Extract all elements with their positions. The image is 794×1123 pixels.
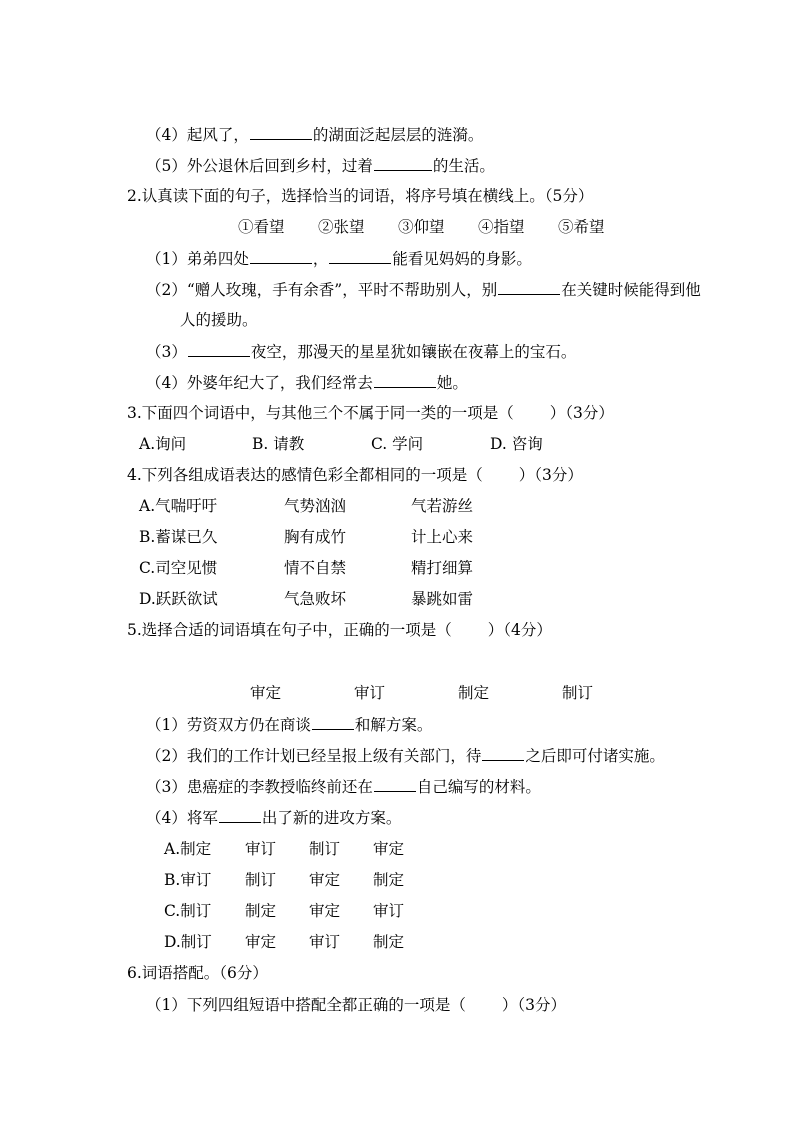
q5-item-4 <box>146 807 401 828</box>
q6-sub-1 <box>146 995 566 1015</box>
q5-item-3-text-b: 自己编写的材料。 <box>416 778 541 796</box>
q4-option: 胸有成竹 <box>284 528 347 546</box>
q2-item-2-cont: 人的援助。 <box>180 311 258 329</box>
q6-sub-1-text-a: （1）下列四组短语中搭配全都正确的一项是（ <box>146 996 466 1014</box>
q5-title-a: 5.选择合适的词语填在句子中，正确的一项是（ <box>127 621 452 639</box>
q2-item-1-text-a: （1）弟弟四处 <box>146 250 249 268</box>
q2-item-2 <box>146 279 701 300</box>
answer-blank[interactable] <box>482 745 524 761</box>
q5-item-1-text-a: （1）劳资双方仍在商谈 <box>146 716 311 734</box>
q5-title-b: ）（4分） <box>487 621 552 639</box>
q5-choice: 制订 <box>245 871 277 889</box>
q2-item-4-text-b: 她。 <box>436 374 468 392</box>
q2-item-3-text-a: （3） <box>146 343 187 361</box>
q5-choice: 审定 <box>309 902 341 920</box>
q1-item-5-text-a: （5）外公退休后回到乡村，过着 <box>146 157 373 175</box>
q5-choice: 制定 <box>373 871 405 889</box>
answer-blank[interactable] <box>374 372 436 388</box>
answer-blank[interactable] <box>374 776 416 792</box>
q5-item-2 <box>146 745 665 766</box>
q1-item-4-text-b: 的湖面泛起层层的涟漪。 <box>312 126 484 144</box>
answer-blank[interactable] <box>312 714 354 730</box>
q3-option: B. 请教 <box>252 435 305 453</box>
answer-blank[interactable] <box>250 124 312 140</box>
q3-option: D. 咨询 <box>490 435 543 453</box>
q5-title <box>127 620 552 640</box>
q5-choice: 制定 <box>245 902 277 920</box>
q3-title-a: 3.下面四个词语中，与其他三个不属于同一类的一项是（ <box>127 404 514 422</box>
q5-choice: A.制定 <box>164 840 212 858</box>
q5-choice: B.审订 <box>164 871 212 889</box>
q2-item-2-text-a: （2）“赠人玫瑰，手有余香”，平时不帮助别人，别 <box>146 281 498 299</box>
q2-option: ①看望 <box>238 218 285 236</box>
q5-choice: 审定 <box>309 871 341 889</box>
answer-blank[interactable] <box>498 279 560 295</box>
q6-sub-1-text-b: ）（3分） <box>501 996 566 1014</box>
q2-item-1 <box>146 248 532 269</box>
q5-word: 制订 <box>562 684 594 702</box>
q5-choice: D.制订 <box>164 933 212 951</box>
q1-item-4-text-a: （4）起风了， <box>146 126 249 144</box>
q5-choice: 审订 <box>309 933 341 951</box>
q2-option: ③仰望 <box>398 218 445 236</box>
q5-choice: 制定 <box>373 933 405 951</box>
q4-option: 气急败坏 <box>284 590 347 608</box>
q4-title-a: 4.下列各组成语表达的感情色彩全都相同的一项是（ <box>127 466 483 484</box>
q2-item-1-text-b: ， <box>312 250 329 268</box>
q3-option: C. 学问 <box>371 435 424 453</box>
q5-choice: 审定 <box>245 933 277 951</box>
q4-option: 气势汹汹 <box>284 497 347 515</box>
q4-option: D.跃跃欲试 <box>139 590 218 608</box>
q5-item-2-text-a: （2）我们的工作计划已经呈报上级有关部门，待 <box>146 747 482 765</box>
q4-option: 计上心来 <box>411 528 474 546</box>
q4-option: 气若游丝 <box>411 497 474 515</box>
answer-blank[interactable] <box>188 341 250 357</box>
q5-choice: 审定 <box>373 840 405 858</box>
q5-word: 审订 <box>354 684 386 702</box>
q5-item-1-text-b: 和解方案。 <box>354 716 433 734</box>
q2-item-1-text-c: 能看见妈妈的身影。 <box>392 250 532 268</box>
q3-option: A.询问 <box>139 435 187 453</box>
q2-item-3 <box>146 341 576 362</box>
q2-item-3-text-b: 夜空，那漫天的星星犹如镶嵌在夜幕上的宝石。 <box>250 343 577 361</box>
q4-option: A.气喘吁吁 <box>139 497 218 515</box>
q5-item-2-text-b: 之后即可付诸实施。 <box>525 747 665 765</box>
q5-choice: C.制订 <box>164 902 212 920</box>
q5-word: 制定 <box>458 684 490 702</box>
q5-item-3-text-a: （3）患癌症的李教授临终前还在 <box>146 778 373 796</box>
q4-title-b: ）（3分） <box>518 466 583 484</box>
q1-item-4 <box>146 124 483 145</box>
q5-item-3 <box>146 776 541 797</box>
q5-word: 审定 <box>250 684 282 702</box>
q5-item-1 <box>146 714 432 735</box>
q2-item-4 <box>146 372 468 393</box>
q5-choice: 审订 <box>373 902 405 920</box>
q3-title <box>127 403 614 423</box>
q4-option: B.蓄谋已久 <box>139 528 218 546</box>
q3-title-b: ）（3分） <box>549 404 614 422</box>
q2-option: ②张望 <box>318 218 365 236</box>
answer-blank[interactable] <box>219 807 261 823</box>
q4-option: 暴跳如雷 <box>411 590 474 608</box>
answer-blank[interactable] <box>374 155 432 171</box>
q4-title <box>127 465 583 485</box>
q6-title: 6.词语搭配。（6分） <box>127 964 268 982</box>
q4-option: C.司空见惯 <box>139 559 218 577</box>
answer-blank[interactable] <box>329 248 391 264</box>
q5-item-4-text-b: 出了新的进攻方案。 <box>261 809 402 827</box>
answer-blank[interactable] <box>250 248 312 264</box>
q1-item-5-text-b: 的生活。 <box>432 157 495 175</box>
q2-option: ④指望 <box>478 218 525 236</box>
q4-option: 情不自禁 <box>284 559 347 577</box>
q2-title: 2.认真读下面的句子，选择恰当的词语，将序号填在横线上。（5分） <box>127 187 594 205</box>
q2-item-2-text-b: 在关键时候能得到他 <box>561 281 701 299</box>
q2-option: ⑤希望 <box>558 218 605 236</box>
q1-item-5 <box>146 155 495 176</box>
q2-item-4-text-a: （4）外婆年纪大了，我们经常去 <box>146 374 373 392</box>
q5-choice: 审订 <box>245 840 277 858</box>
q4-option: 精打细算 <box>411 559 474 577</box>
q5-choice: 制订 <box>309 840 341 858</box>
q5-item-4-text-a: （4）将军 <box>146 809 218 827</box>
